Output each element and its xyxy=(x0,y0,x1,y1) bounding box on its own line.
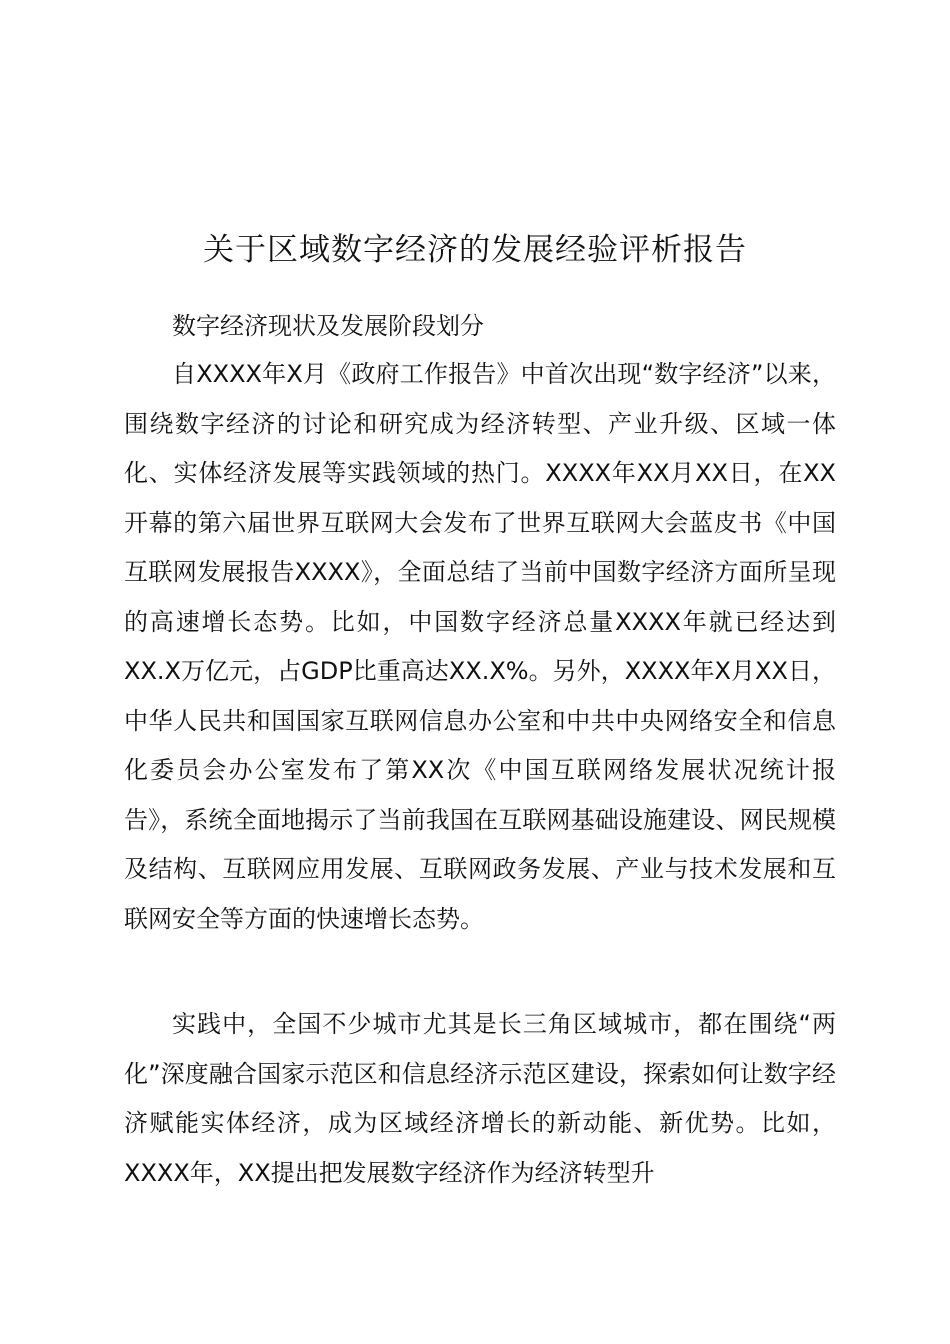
document-title: 关于区域数字经济的发展经验评析报告 xyxy=(203,232,747,268)
section-subheading: 数字经济现状及发展阶段划分 xyxy=(172,312,484,340)
body-paragraph-1: 自XXXX年X月《政府工作报告》中首次出现“数字经济”以来，围绕数字经济的讨论和研究成为经济转型、产业升级、区域一体化、实体经济发展等实践领域的热门。XXXX年XX月XX日，在XX开幕的第六届世界互联网大会发布了世界互联网大会蓝皮书《中国互联网发展报告XXXX》，全面总结了当前中国数字经济方面所呈现的高速增长态势。比如，中国数字经济总量XXXX年就已经达到XX.X万亿元，占GDP比重高达XX.X%。另外，XXXX年X月XX日，中华人民共和国国家互联网信息办公室和中共中央网络安全和信息化委员会办公室发布了第XX次《中国互联网络发展状况统计报告》，系统全面地揭示了当前我国在互联网基础设施建设、网民规模及结构、互联网应用发展、互联网政务发展、产业与技术发展和互联网安全等方面的快速增长态势。 xyxy=(124,360,836,933)
body-paragraph-2: 实践中，全国不少城市尤其是长三角区域城市，都在围绕“两化”深度融合国家示范区和信息经济示范区建设，探索如何让数字经济赋能实体经济，成为区域经济增长的新动能、新优势。比如，XXXX年，XX提出把发展数字经济作为经济转型升 xyxy=(124,1010,836,1187)
